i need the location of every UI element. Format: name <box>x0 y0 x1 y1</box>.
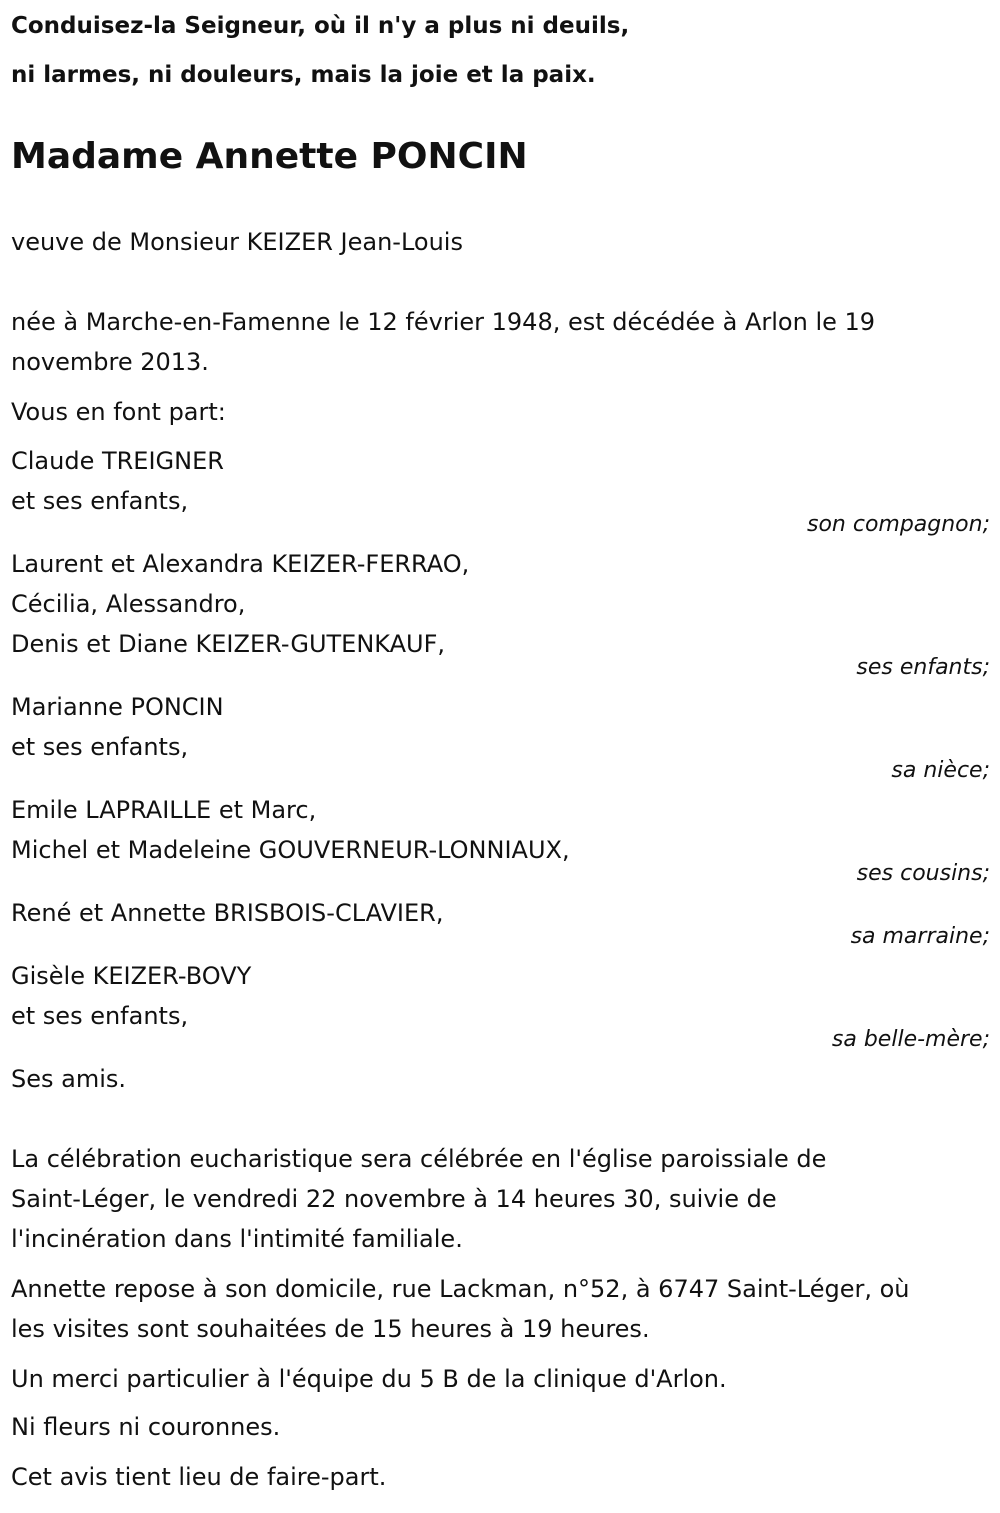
notice-line: Cet avis tient lieu de faire-part. <box>11 1463 387 1491</box>
family-line: Marianne PONCIN <box>11 693 224 721</box>
ceremony-line-3: l'incinération dans l'intimité familiale. <box>11 1225 463 1253</box>
relation-label: son compagnon; <box>806 512 990 537</box>
flowers-line: Ni fleurs ni couronnes. <box>11 1413 281 1441</box>
relation-label: ses enfants; <box>856 655 990 680</box>
visitation-line-2: les visites sont souhaitées de 15 heures à 19 heures. <box>11 1315 650 1343</box>
ceremony-line-1: La célébration eucharistique sera célébrée en l'église paroissiale de <box>11 1145 827 1173</box>
family-line: Emile LAPRAILLE et Marc, <box>11 796 317 824</box>
verse-line-1: Conduisez-la Seigneur, où il n'y a plus ni deuils, <box>11 13 630 39</box>
family-line: et ses enfants, <box>11 733 189 761</box>
announcement-intro: Vous en font part: <box>11 398 226 426</box>
family-line: Denis et Diane KEIZER-GUTENKAUF, <box>11 630 446 658</box>
visitation-line-1: Annette repose à son domicile, rue Lackman, n°52, à 6747 Saint-Léger, où <box>11 1275 910 1303</box>
relation-label: sa belle-mère; <box>831 1027 990 1052</box>
friends-line: Ses amis. <box>11 1065 127 1093</box>
birth-death-line-2: novembre 2013. <box>11 348 209 376</box>
ceremony-line-2: Saint-Léger, le vendredi 22 novembre à 14 heures 30, suivie de <box>11 1185 777 1213</box>
deceased-name: Madame Annette PONCIN <box>11 136 528 177</box>
relation-label: ses cousins; <box>856 861 990 886</box>
family-line: Michel et Madeleine GOUVERNEUR-LONNIAUX, <box>11 836 570 864</box>
relation-label: sa nièce; <box>891 758 990 783</box>
family-line: et ses enfants, <box>11 487 189 515</box>
family-line: Claude TREIGNER <box>11 447 224 475</box>
relation-label: sa marraine; <box>850 924 990 949</box>
birth-death-line-1: née à Marche-en-Famenne le 12 février 1948, est décédée à Arlon le 19 <box>11 308 876 336</box>
thanks-line: Un merci particulier à l'équipe du 5 B de la clinique d'Arlon. <box>11 1365 727 1393</box>
family-line: Gisèle KEIZER-BOVY <box>11 962 252 990</box>
family-line: Laurent et Alexandra KEIZER-FERRAO, <box>11 550 470 578</box>
family-line: Cécilia, Alessandro, <box>11 590 246 618</box>
family-line: et ses enfants, <box>11 1002 189 1030</box>
family-line: René et Annette BRISBOIS-CLAVIER, <box>11 899 444 927</box>
verse-line-2: ni larmes, ni douleurs, mais la joie et la paix. <box>11 62 596 88</box>
spouse-line: veuve de Monsieur KEIZER Jean-Louis <box>11 228 463 256</box>
